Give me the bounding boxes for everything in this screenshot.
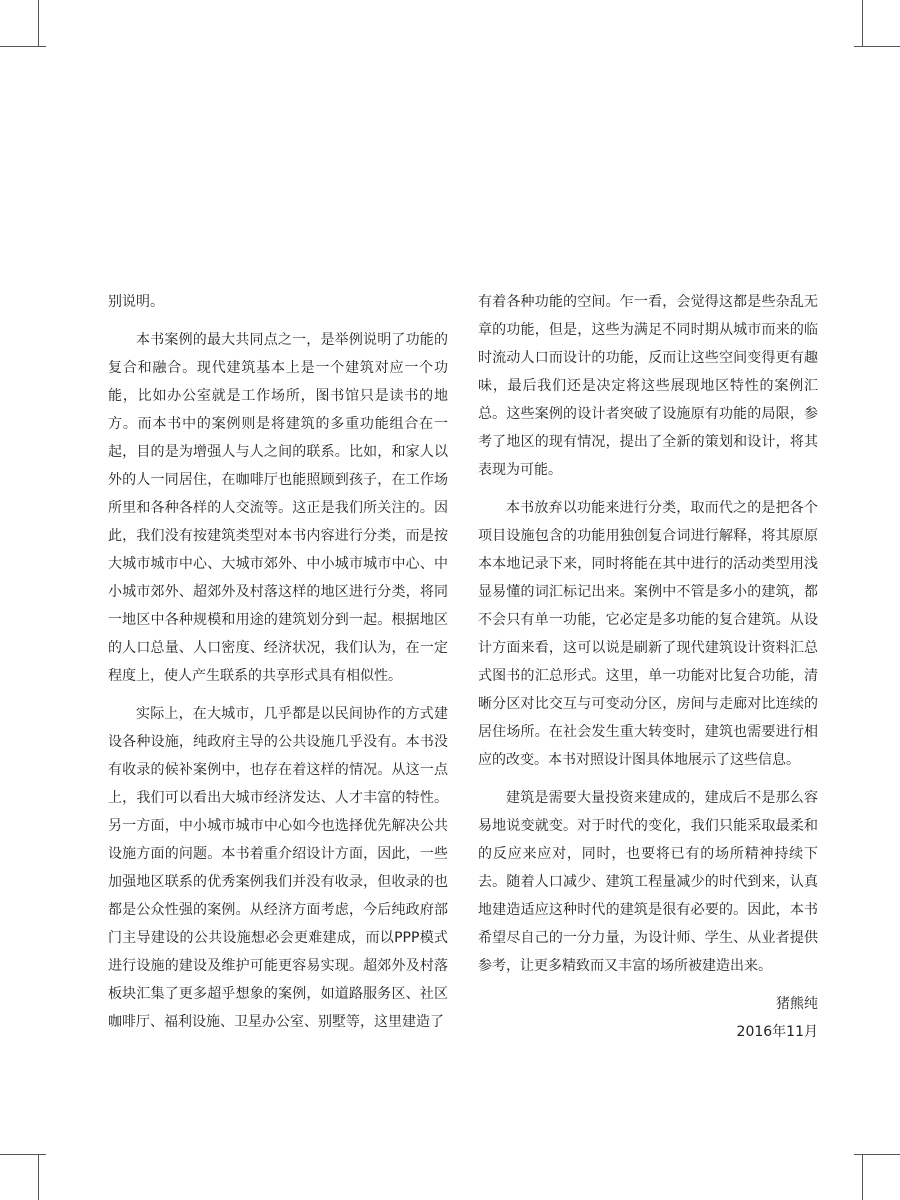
paragraph-big-city: 实际上，在大城市，几乎都是以民间协作的方式建设各种设施，纯政府主导的公共设施几乎没有。本书没有收录的候补案例中，也存在着这样的情况。从这一点上，我们可以看出大城市经济发达、人才丰富的特性。另一方面，中小城市城市中心如今也选择优先解决公共设施方面的问题。本书着重介绍设计方面，因此，一些加强地区联系的优秀案例我们并没有收录，但收录的也都是公众性强的案例。从经济方面考虑，今后纯政府部门主导建设的公共设施想必会更难建成，而以PPP模式进行设施的建设及维护可能更容易实现。超郊外及村落板块汇集了更多超乎想象的案例，如道路服务区、社区咖啡厅、福利设施、卫星办公室、别墅等，这里建造了: [108, 706, 448, 1030]
crop-mark-top-right-h: [854, 46, 900, 47]
crop-mark-top-right-v: [862, 0, 863, 46]
crop-mark-top-left-h: [0, 46, 46, 47]
author-signature: 猪熊纯: [776, 996, 818, 1012]
paragraph-continued: 别说明。: [108, 294, 164, 310]
crop-mark-bottom-right-h: [854, 1154, 900, 1155]
crop-mark-top-left-v: [38, 0, 39, 46]
crop-mark-bottom-left-h: [0, 1154, 46, 1155]
date-signature: 2016年11月: [736, 1024, 818, 1040]
paragraph-classification: 本书放弃以功能来进行分类，取而代之的是把各个项目设施包含的功能用独创复合词进行解释，将其原原本本地记录下来，同时将能在其中进行的活动类型用浅显易懂的词汇标记出来。案例中不管是多小的建筑，都不会只有单一功能，它必定是多功能的复合建筑。从设计方面来看，这可以说是刷新了现代建筑设计资料汇总式图书的汇总形式。这里，单一功能对比复合功能，清晰分区对比交互与可变动分区，房间与走廊对比连续的居住场所。在社会发生重大转变时，建筑也需要进行相应的改变。本书对照设计图具体地展示了这些信息。: [478, 500, 818, 768]
crop-mark-bottom-left-v: [38, 1154, 39, 1200]
paragraph-continued-right: 有着各种功能的空间。乍一看，会觉得这都是些杂乱无章的功能，但是，这些为满足不同时期从城市而来的临时流动人口而设计的功能，反而让这些空间变得更有趣味，最后我们还是决定将这些展现地区特性的案例汇总。这些案例的设计者突破了设施原有功能的局限，参考了地区的现有情况，提出了全新的策划和设计，将其表现为可能。: [478, 294, 818, 478]
left-text-column: [108, 288, 448, 1036]
paragraph-function-fusion: 本书案例的最大共同点之一，是举例说明了功能的复合和融合。现代建筑基本上是一个建筑对应一个功能，比如办公室就是工作场所，图书馆只是读书的地方。而本书中的案例则是将建筑的多重功能组合在一起，目的是为增强人与人之间的联系。比如，和家人以外的人一同居住，在咖啡厅也能照顾到孩子，在工作场所里和各种各样的人交流等。这正是我们所关注的。因此，我们没有按建筑类型对本书内容进行分类，而是按大城市城市中心、大城市郊外、中小城市城市中心、中小城市郊外、超郊外及村落这样的地区进行分类，将同一地区中各种规模和用途的建筑划分到一起。根据地区的人口总量、人口密度、经济状况，我们认为，在一定程度上，使人产生联系的共享形式具有相似性。: [108, 332, 448, 684]
paragraph-investment: 建筑是需要大量投资来建成的，建成后不是那么容易地说变就变。对于时代的变化，我们只能采取最柔和的反应来应对，同时，也要将已有的场所精神持续下去。随着人口减少、建筑工程量减少的时代到来，认真地建造适应这种时代的建筑是很有必要的。因此，本书希望尽自己的一分力量，为设计师、学生、从业者提供参考，让更多精致而又丰富的场所被建造出来。: [478, 790, 818, 974]
crop-mark-bottom-right-v: [862, 1154, 863, 1200]
right-text-column: [478, 288, 818, 1046]
